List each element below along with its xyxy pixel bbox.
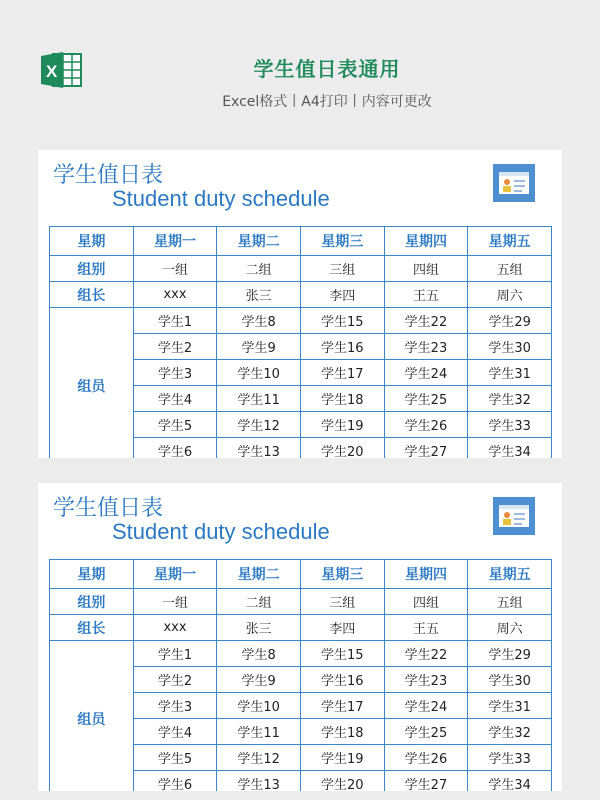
sheet-title-cn: 学生值日表 — [53, 163, 164, 188]
table-cell: xxx — [133, 282, 217, 308]
table-cell: 学生17 — [300, 693, 384, 719]
row-header: 组长 — [50, 282, 134, 308]
table-cell: 学生10 — [217, 360, 301, 386]
duty-sheet-preview-1 — [38, 150, 562, 458]
table-cell: 学生9 — [217, 334, 301, 360]
table-cell: 学生26 — [384, 412, 468, 438]
table-cell: 学生5 — [133, 412, 217, 438]
table-cell: 学生6 — [133, 438, 217, 459]
table-cell: 李四 — [300, 282, 384, 308]
table-cell: 学生19 — [300, 745, 384, 771]
table-cell: 王五 — [384, 282, 468, 308]
table-cell: 学生24 — [384, 693, 468, 719]
column-header: 星期五 — [468, 560, 552, 589]
column-header: 星期一 — [133, 227, 217, 256]
table-cell: 学生6 — [133, 771, 217, 792]
table-row — [50, 641, 552, 667]
table-cell: 二组 — [217, 589, 301, 615]
column-header: 星期一 — [133, 560, 217, 589]
row-header: 组员 — [50, 308, 134, 459]
id-card-icon — [493, 497, 535, 535]
table-cell: 学生30 — [468, 334, 552, 360]
table-cell: 学生33 — [468, 412, 552, 438]
table-cell: 学生33 — [468, 745, 552, 771]
table-cell: 学生27 — [384, 771, 468, 792]
row-header: 组员 — [50, 641, 134, 792]
table-cell: 学生8 — [217, 308, 301, 334]
column-header: 星期 — [50, 227, 134, 256]
table-cell: 学生5 — [133, 745, 217, 771]
duty-table — [49, 226, 552, 458]
table-cell: 学生2 — [133, 334, 217, 360]
table-cell: 学生3 — [133, 693, 217, 719]
page-subtitle: Excel格式丨A4打印丨内容可更改 — [222, 94, 432, 110]
sheet-title-cn: 学生值日表 — [53, 496, 164, 521]
table-cell: 三组 — [300, 256, 384, 282]
column-header: 星期四 — [384, 560, 468, 589]
table-row — [50, 282, 552, 308]
table-row — [50, 589, 552, 615]
table-cell: 学生22 — [384, 641, 468, 667]
table-cell: 学生32 — [468, 386, 552, 412]
table-cell: 学生27 — [384, 438, 468, 459]
table-cell: 学生30 — [468, 667, 552, 693]
table-cell: 学生25 — [384, 386, 468, 412]
column-header: 星期三 — [300, 560, 384, 589]
table-cell: 张三 — [217, 282, 301, 308]
table-header-row — [50, 227, 552, 256]
table-cell: 学生18 — [300, 719, 384, 745]
table-cell: 学生12 — [217, 412, 301, 438]
table-cell: 一组 — [133, 589, 217, 615]
table-cell: 学生23 — [384, 334, 468, 360]
id-card-icon — [493, 164, 535, 202]
table-cell: 学生34 — [468, 438, 552, 459]
table-cell: 学生23 — [384, 667, 468, 693]
table-cell: 四组 — [384, 589, 468, 615]
table-row — [50, 308, 552, 334]
page-header — [0, 0, 600, 130]
column-header: 星期二 — [217, 227, 301, 256]
table-cell: 学生10 — [217, 693, 301, 719]
table-cell: 三组 — [300, 589, 384, 615]
row-header: 组别 — [50, 256, 134, 282]
table-header-row — [50, 560, 552, 589]
table-cell: 学生24 — [384, 360, 468, 386]
table-cell: 学生18 — [300, 386, 384, 412]
table-cell: 学生1 — [133, 641, 217, 667]
table-cell: 五组 — [468, 589, 552, 615]
sheet-title-en: Student duty schedule — [112, 186, 330, 211]
table-cell: 周六 — [468, 615, 552, 641]
column-header: 星期 — [50, 560, 134, 589]
table-cell: 学生1 — [133, 308, 217, 334]
duty-table — [49, 559, 552, 791]
table-cell: 学生20 — [300, 771, 384, 792]
table-cell: 学生29 — [468, 308, 552, 334]
column-header: 星期三 — [300, 227, 384, 256]
table-cell: 学生25 — [384, 719, 468, 745]
table-cell: 学生31 — [468, 693, 552, 719]
row-header: 组长 — [50, 615, 134, 641]
table-cell: 学生3 — [133, 360, 217, 386]
duty-sheet-preview-2 — [38, 483, 562, 791]
table-cell: 学生19 — [300, 412, 384, 438]
table-cell: 学生17 — [300, 360, 384, 386]
table-cell: 学生9 — [217, 667, 301, 693]
table-cell: 学生13 — [217, 438, 301, 459]
table-cell: 学生26 — [384, 745, 468, 771]
table-cell: 学生8 — [217, 641, 301, 667]
column-header: 星期四 — [384, 227, 468, 256]
table-cell: 学生12 — [217, 745, 301, 771]
svg-text:X: X — [46, 62, 58, 81]
table-cell: 学生4 — [133, 719, 217, 745]
table-cell: 学生15 — [300, 308, 384, 334]
page-title: 学生值日表通用 — [253, 57, 401, 81]
table-cell: 学生34 — [468, 771, 552, 792]
table-cell: 学生31 — [468, 360, 552, 386]
table-cell: 学生20 — [300, 438, 384, 459]
table-row — [50, 256, 552, 282]
table-cell: 二组 — [217, 256, 301, 282]
table-cell: 学生13 — [217, 771, 301, 792]
table-row — [50, 615, 552, 641]
table-cell: 学生16 — [300, 334, 384, 360]
table-cell: 学生2 — [133, 667, 217, 693]
column-header: 星期五 — [468, 227, 552, 256]
column-header: 星期二 — [217, 560, 301, 589]
sheet-title-en: Student duty schedule — [112, 519, 330, 544]
table-cell: 张三 — [217, 615, 301, 641]
row-header: 组别 — [50, 589, 134, 615]
table-cell: 学生11 — [217, 386, 301, 412]
table-cell: 学生15 — [300, 641, 384, 667]
table-cell: 学生4 — [133, 386, 217, 412]
table-cell: 学生16 — [300, 667, 384, 693]
table-cell: 学生32 — [468, 719, 552, 745]
table-cell: 五组 — [468, 256, 552, 282]
table-cell: 学生22 — [384, 308, 468, 334]
table-cell: 学生11 — [217, 719, 301, 745]
table-cell: 学生29 — [468, 641, 552, 667]
table-cell: 四组 — [384, 256, 468, 282]
table-cell: 王五 — [384, 615, 468, 641]
table-cell: xxx — [133, 615, 217, 641]
table-cell: 李四 — [300, 615, 384, 641]
table-cell: 一组 — [133, 256, 217, 282]
table-cell: 周六 — [468, 282, 552, 308]
